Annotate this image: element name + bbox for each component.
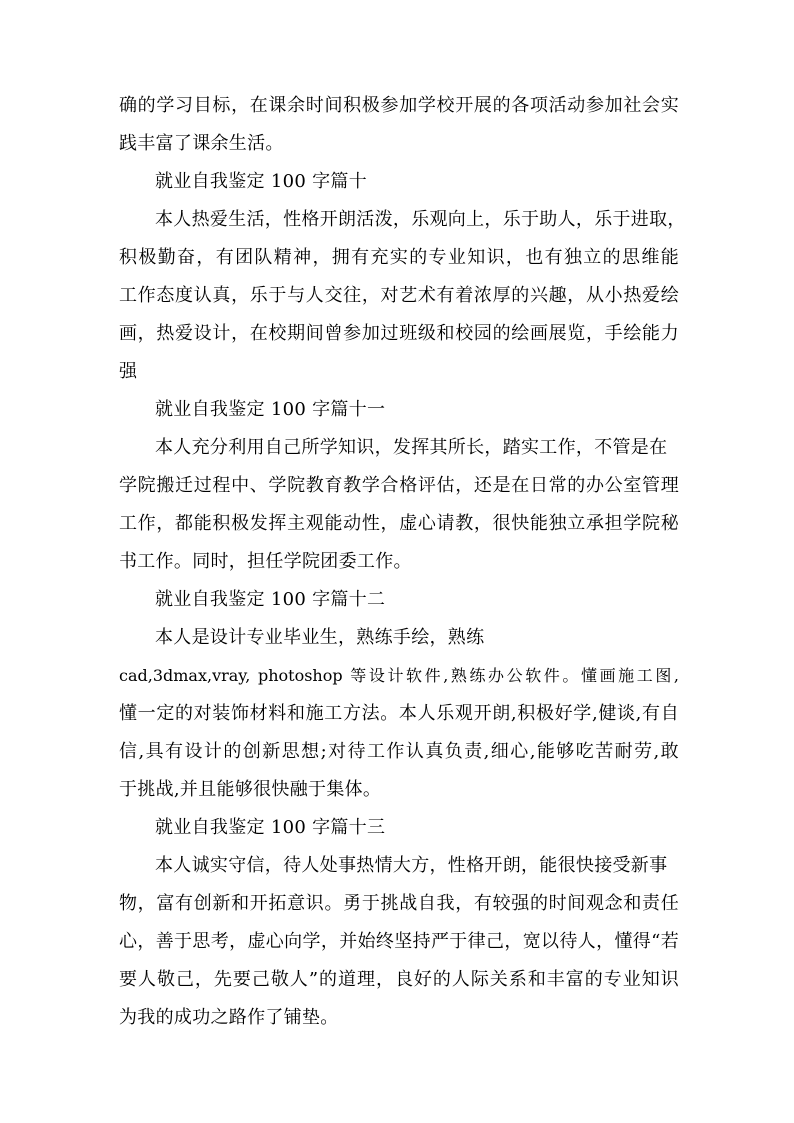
- paragraph-line: 心，善于思考，虚心向学，并始终坚持严于律己，宽以待人，懂得“若: [119, 931, 679, 952]
- paragraph-line: 懂一定的对装饰材料和施工方法。本人乐观开朗,积极好学,健谈,有自: [119, 703, 679, 724]
- section-heading: 就业自我鉴定 100 字篇十三: [155, 817, 386, 838]
- paragraph-line: cad,3dmax,vray, photoshop 等设计软件,熟练办公软件。懂画施工图,: [119, 666, 679, 685]
- paragraph-line: 信,具有设计的创新思想;对待工作认真负责,细心,能够吃苦耐劳,敢: [119, 741, 679, 762]
- paragraph-line: 书工作。同时，担任学院团委工作。: [119, 551, 412, 572]
- paragraph-line: 本人充分利用自己所学知识，发挥其所长，踏实工作，不管是在: [155, 437, 668, 458]
- paragraph-line: 画，热爱设计，在校期间曾参加过班级和校园的绘画展览，手绘能力: [119, 323, 679, 344]
- paragraph-line: 要人敬己，先要己敬人”的道理，良好的人际关系和丰富的专业知识: [119, 969, 679, 990]
- paragraph-line: 工作态度认真，乐于与人交往，对艺术有着浓厚的兴趣，从小热爱绘: [119, 285, 679, 306]
- paragraph-line: 本人是设计专业毕业生，熟练手绘，熟练: [155, 627, 485, 648]
- paragraph-line: 积极勤奋，有团队精神，拥有充实的专业知识，也有独立的思维能: [119, 247, 679, 268]
- paragraph-line: 为我的成功之路作了铺垫。: [119, 1007, 339, 1028]
- paragraph-line: 确的学习目标，在课余时间积极参加学校开展的各项活动参加社会实: [119, 95, 679, 116]
- paragraph-line: 践丰富了课余生活。: [119, 133, 284, 154]
- paragraph-line: 物，富有创新和开拓意识。勇于挑战自我，有较强的时间观念和责任: [119, 893, 679, 914]
- section-heading: 就业自我鉴定 100 字篇十: [155, 171, 367, 192]
- section-heading: 就业自我鉴定 100 字篇十一: [155, 399, 386, 420]
- paragraph-line: 于挑战,并且能够很快融于集体。: [119, 779, 382, 800]
- section-heading: 就业自我鉴定 100 字篇十二: [155, 589, 386, 610]
- paragraph-line: 学院搬迁过程中、学院教育教学合格评估，还是在日常的办公室管理: [119, 475, 679, 496]
- paragraph-line: 强: [119, 361, 138, 382]
- paragraph-line: 工作，都能积极发挥主观能动性，虚心请教，很快能独立承担学院秘: [119, 513, 679, 534]
- paragraph-line: 本人诚实守信，待人处事热情大方，性格开朗，能很快接受新事: [155, 855, 668, 876]
- paragraph-line: 本人热爱生活，性格开朗活泼，乐观向上，乐于助人，乐于进取，: [155, 209, 686, 230]
